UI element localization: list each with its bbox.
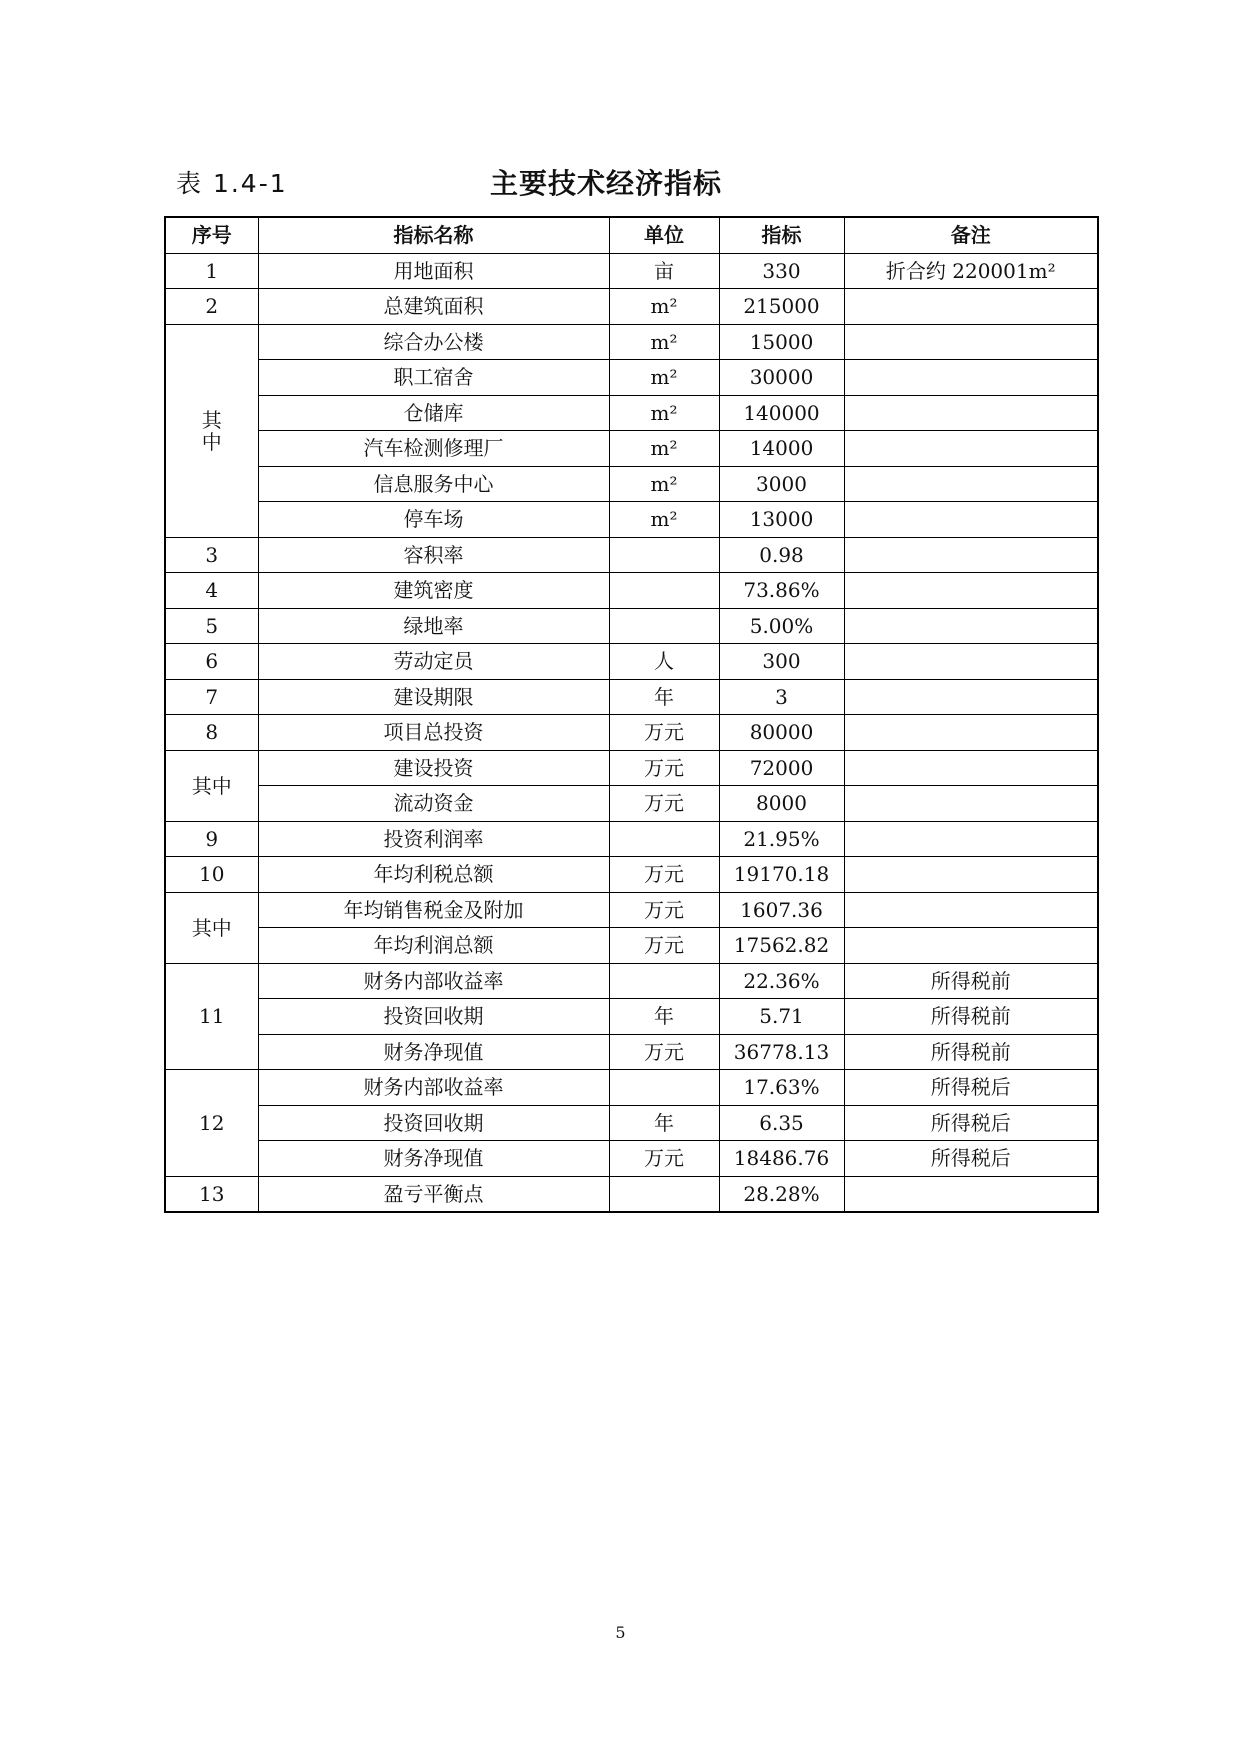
cell-unit: 万元: [609, 750, 719, 786]
cell-name: 投资利润率: [258, 821, 609, 857]
header-seq: 序号: [165, 217, 258, 253]
cell-name: 年均利税总额: [258, 857, 609, 893]
cell-value: 19170.18: [719, 857, 844, 893]
table-row: [165, 324, 1098, 360]
cell-note: 所得税后: [844, 1141, 1098, 1177]
cell-unit: m²: [609, 289, 719, 325]
cell-note: [844, 360, 1098, 396]
cell-note: [844, 502, 1098, 538]
table-row: [165, 573, 1098, 609]
cell-seq: 1: [165, 253, 258, 289]
cell-note: [844, 857, 1098, 893]
cell-value: 300: [719, 644, 844, 680]
cell-value: 5.00%: [719, 608, 844, 644]
table-row: [165, 253, 1098, 289]
header-value: 指标: [719, 217, 844, 253]
table-row: [165, 892, 1098, 928]
cell-unit: [609, 1176, 719, 1212]
cell-value: 330: [719, 253, 844, 289]
table-row: [165, 289, 1098, 325]
cell-value: 22.36%: [719, 963, 844, 999]
cell-unit: 万元: [609, 1034, 719, 1070]
cell-unit: 万元: [609, 715, 719, 751]
cell-value: 215000: [719, 289, 844, 325]
cell-name: 停车场: [258, 502, 609, 538]
cell-value: 1607.36: [719, 892, 844, 928]
table-row: [165, 1176, 1098, 1212]
cell-note: 所得税前: [844, 999, 1098, 1035]
cell-unit: [609, 821, 719, 857]
cell-value: 36778.13: [719, 1034, 844, 1070]
cell-value: 13000: [719, 502, 844, 538]
table-row: [165, 750, 1098, 786]
cell-note: [844, 573, 1098, 609]
table-number: 表 1.4-1: [176, 169, 288, 198]
cell-unit: 万元: [609, 1141, 719, 1177]
cell-seq: 10: [165, 857, 258, 893]
table-row: [165, 1105, 1098, 1141]
cell-note: [844, 608, 1098, 644]
cell-name: 年均销售税金及附加: [258, 892, 609, 928]
cell-seq: 4: [165, 573, 258, 609]
cell-value: 30000: [719, 360, 844, 396]
cell-note: [844, 537, 1098, 573]
cell-note: [844, 892, 1098, 928]
cell-note: 所得税后: [844, 1070, 1098, 1106]
cell-name: 汽车检测修理厂: [258, 431, 609, 467]
table-row: [165, 1141, 1098, 1177]
cell-unit: 万元: [609, 928, 719, 964]
cell-unit: [609, 573, 719, 609]
cell-value: 140000: [719, 395, 844, 431]
cell-unit: [609, 537, 719, 573]
header-unit: 单位: [609, 217, 719, 253]
cell-name: 信息服务中心: [258, 466, 609, 502]
cell-name: 仓储库: [258, 395, 609, 431]
table-row: [165, 608, 1098, 644]
cell-unit: m²: [609, 360, 719, 396]
cell-seq: 5: [165, 608, 258, 644]
cell-name: 投资回收期: [258, 1105, 609, 1141]
group-label-line: 其: [201, 407, 222, 432]
cell-name: 财务净现值: [258, 1141, 609, 1177]
cell-name: 投资回收期: [258, 999, 609, 1035]
header-note: 备注: [844, 217, 1098, 253]
cell-seq: 3: [165, 537, 258, 573]
table-row: [165, 821, 1098, 857]
cell-unit: m²: [609, 324, 719, 360]
cell-unit: m²: [609, 466, 719, 502]
cell-value: 17562.82: [719, 928, 844, 964]
cell-unit: 万元: [609, 786, 719, 822]
cell-note: [844, 679, 1098, 715]
cell-note: [844, 466, 1098, 502]
table-title: 主要技术经济指标: [490, 167, 723, 200]
cell-name: 财务内部收益率: [258, 963, 609, 999]
cell-note: 所得税前: [844, 963, 1098, 999]
cell-name: 流动资金: [258, 786, 609, 822]
cell-seq: 7: [165, 679, 258, 715]
cell-unit: 年: [609, 1105, 719, 1141]
table-row: [165, 999, 1098, 1035]
cell-unit: 万元: [609, 892, 719, 928]
table-row: [165, 1070, 1098, 1106]
cell-note: [844, 289, 1098, 325]
cell-note: [844, 644, 1098, 680]
cell-value: 28.28%: [719, 1176, 844, 1212]
table-row: [165, 502, 1098, 538]
group-label-cell: [165, 324, 258, 537]
table-row: [165, 360, 1098, 396]
cell-unit: m²: [609, 502, 719, 538]
cell-name: 建设投资: [258, 750, 609, 786]
table-row: [165, 644, 1098, 680]
table-row: [165, 431, 1098, 467]
cell-value: 0.98: [719, 537, 844, 573]
header-name: 指标名称: [258, 217, 609, 253]
cell-name: 职工宿舍: [258, 360, 609, 396]
cell-note: 折合约 220001m²: [844, 253, 1098, 289]
cell-unit: m²: [609, 431, 719, 467]
cell-seq: 6: [165, 644, 258, 680]
cell-note: [844, 324, 1098, 360]
indicators-table: [164, 216, 1099, 1213]
cell-note: [844, 715, 1098, 751]
cell-name: 财务净现值: [258, 1034, 609, 1070]
table-row: [165, 715, 1098, 751]
cell-name: 项目总投资: [258, 715, 609, 751]
cell-name: 总建筑面积: [258, 289, 609, 325]
cell-note: [844, 928, 1098, 964]
table-caption: [176, 160, 1096, 200]
cell-unit: 亩: [609, 253, 719, 289]
cell-unit: [609, 963, 719, 999]
cell-name: 建设期限: [258, 679, 609, 715]
cell-seq: 9: [165, 821, 258, 857]
cell-unit: m²: [609, 395, 719, 431]
cell-note: [844, 431, 1098, 467]
cell-note: [844, 786, 1098, 822]
group-label-cell: 11: [165, 963, 258, 1070]
cell-seq: 8: [165, 715, 258, 751]
cell-value: 8000: [719, 786, 844, 822]
cell-note: [844, 821, 1098, 857]
page-number: 5: [615, 1623, 626, 1642]
header-row: [165, 217, 1098, 253]
table-row: [165, 928, 1098, 964]
cell-unit: 年: [609, 999, 719, 1035]
cell-value: 80000: [719, 715, 844, 751]
group-label-line: 中: [201, 429, 222, 454]
cell-value: 3: [719, 679, 844, 715]
cell-name: 容积率: [258, 537, 609, 573]
cell-note: [844, 750, 1098, 786]
cell-seq: 2: [165, 289, 258, 325]
cell-name: 绿地率: [258, 608, 609, 644]
group-label-cell: 其中: [165, 750, 258, 821]
cell-seq: 13: [165, 1176, 258, 1212]
cell-note: [844, 395, 1098, 431]
cell-name: 用地面积: [258, 253, 609, 289]
cell-value: 5.71: [719, 999, 844, 1035]
table-row: [165, 679, 1098, 715]
cell-note: [844, 1176, 1098, 1212]
table-row: [165, 786, 1098, 822]
cell-unit: 人: [609, 644, 719, 680]
cell-value: 21.95%: [719, 821, 844, 857]
cell-value: 17.63%: [719, 1070, 844, 1106]
cell-value: 14000: [719, 431, 844, 467]
cell-name: 劳动定员: [258, 644, 609, 680]
cell-value: 3000: [719, 466, 844, 502]
cell-unit: [609, 1070, 719, 1106]
table-row: [165, 395, 1098, 431]
cell-name: 建筑密度: [258, 573, 609, 609]
table-row: [165, 466, 1098, 502]
cell-name: 盈亏平衡点: [258, 1176, 609, 1212]
table-row: [165, 537, 1098, 573]
table-row: [165, 857, 1098, 893]
cell-name: 综合办公楼: [258, 324, 609, 360]
group-label-cell: 其中: [165, 892, 258, 963]
group-label-cell: 12: [165, 1070, 258, 1177]
cell-name: 财务内部收益率: [258, 1070, 609, 1106]
cell-unit: 万元: [609, 857, 719, 893]
cell-value: 15000: [719, 324, 844, 360]
cell-value: 6.35: [719, 1105, 844, 1141]
cell-note: 所得税前: [844, 1034, 1098, 1070]
table-row: [165, 963, 1098, 999]
cell-value: 72000: [719, 750, 844, 786]
cell-name: 年均利润总额: [258, 928, 609, 964]
table-row: [165, 1034, 1098, 1070]
cell-unit: 年: [609, 679, 719, 715]
cell-unit: [609, 608, 719, 644]
cell-value: 73.86%: [719, 573, 844, 609]
cell-value: 18486.76: [719, 1141, 844, 1177]
cell-note: 所得税后: [844, 1105, 1098, 1141]
